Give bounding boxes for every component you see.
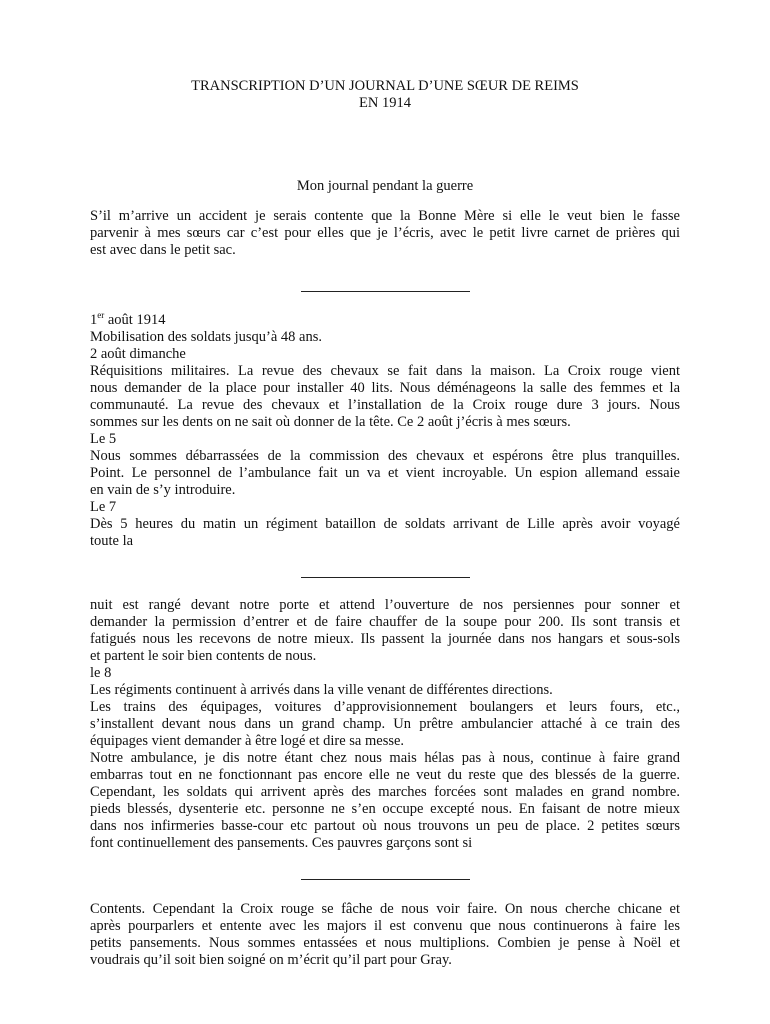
diary-section-2 (90, 597, 680, 852)
text-line: Dès 5 heures du matin un régiment bataillon de soldats arrivant de Lille après avoir voyagé (90, 516, 680, 532)
text-line: petits pansements. Nous sommes entassées et nous multiplions. Combien je pense à Noël et (90, 935, 680, 951)
title-line: EN 1914 (359, 95, 411, 111)
text-line: Les régiments continuent à arrivés dans la ville venant de différentes directions. (90, 682, 553, 698)
text-line: 2 août dimanche (90, 346, 186, 362)
date-rest: août 1914 (104, 312, 166, 328)
text-line: pieds blessés, dysenterie etc. personne ne s’en occupe excepté nous. En faisant de notre mieux (90, 801, 680, 817)
text-line: sommes sur les dents on ne sait où donner de la tête. Ce 2 août j’écris à mes sœurs. (90, 414, 571, 430)
text-line: Notre ambulance, je dis notre étant chez nous mais hélas pas à nous, continue à faire grand (90, 750, 680, 766)
diary-section-3 (90, 901, 680, 969)
text-line: en vain de s’y introduire. (90, 482, 236, 498)
text-line: voudrais qu’il soit bien soigné on m’écrit qu’il part pour Gray. (90, 952, 452, 968)
text-line: communauté. La revue des chevaux et l’installation de la Croix rouge dure 3 jours. Nous (90, 397, 680, 413)
text-line: Le 5 (90, 431, 117, 447)
section-separator (301, 291, 470, 292)
text-line: embarras tout en ne fonctionnant pas encore elle ne veut du reste que des blessés de la guerre. (90, 767, 680, 783)
text-line: parvenir à mes sœurs car c’est pour elles que je l’écris, avec le petit livre carnet de prières qui (90, 225, 680, 241)
text-line: s’installent devant nous dans un grand champ. Un prêtre ambulancier attaché à ce train des (90, 716, 680, 732)
document-title (90, 78, 680, 112)
text-line: fatigués nous les recevons de notre mieux. Ils passent la journée dans nos hangars et sous-sols (90, 631, 680, 647)
text-line: le 8 (90, 665, 112, 681)
section-separator (301, 577, 470, 578)
diary-section-1 (90, 312, 680, 550)
text-line: et partent le soir bien contents de nous. (90, 648, 317, 664)
entry-date (90, 312, 680, 329)
text-line: demander la permission d’entrer et de faire chauffer de la soupe pour 200. Ils sont transis et (90, 614, 680, 630)
text-line: font continuellement des pansements. Ces pauvres garçons sont si (90, 835, 473, 851)
date-ordinal: er (97, 310, 105, 320)
text-line: nuit est rangé devant notre porte et attend l’ouverture de nos persiennes pour sonner et (90, 597, 680, 613)
text-line: Les trains des équipages, voitures d’approvisionnement boulangers et leurs fours, etc., (90, 699, 680, 715)
text-line: Le 7 (90, 499, 117, 515)
text-line: équipages vient demander à être logé et dire sa messe. (90, 733, 405, 749)
title-line: TRANSCRIPTION D’UN JOURNAL D’UNE SŒUR DE REIMS (191, 78, 579, 94)
text-line: Cependant, les soldats qui arrivent après des marches forcées sont malades en grand nombre. (90, 784, 680, 800)
text-line: Nous sommes débarrassées de la commission des chevaux et espérons être plus tranquilles. (90, 448, 680, 464)
text-line: S’il m’arrive un accident je serais contente que la Bonne Mère si elle le veut bien le fasse (90, 208, 680, 224)
text-line: Mobilisation des soldats jusqu’à 48 ans. (90, 329, 322, 345)
text-line: est avec dans le petit sac. (90, 242, 236, 258)
text-line: Contents. Cependant la Croix rouge se fâche de nous voir faire. On nous cherche chicane et (90, 901, 680, 917)
section-separator (301, 879, 470, 880)
date-day: 1 (90, 312, 98, 328)
document-subtitle: Mon journal pendant la guerre (296, 178, 474, 194)
text-line: dans nos infirmeries basse-cour etc partout où nous trouvons un peu de place. 2 petites sœurs (90, 818, 680, 834)
text-line: toute la (90, 533, 134, 549)
text-line: après pourparlers et entente avec les majors il est convenu que nous continuerons à faire les (90, 918, 680, 934)
text-line: Réquisitions militaires. La revue des chevaux se fait dans la maison. La Croix rouge vient (90, 363, 680, 379)
intro-paragraph (90, 208, 680, 259)
text-line: nous demander de la place pour installer 40 lits. Nous déménageons la salle des femmes et la (90, 380, 680, 396)
text-line: Point. Le personnel de l’ambulance fait un va et vient incroyable. Un espion allemand essaie (90, 465, 680, 481)
